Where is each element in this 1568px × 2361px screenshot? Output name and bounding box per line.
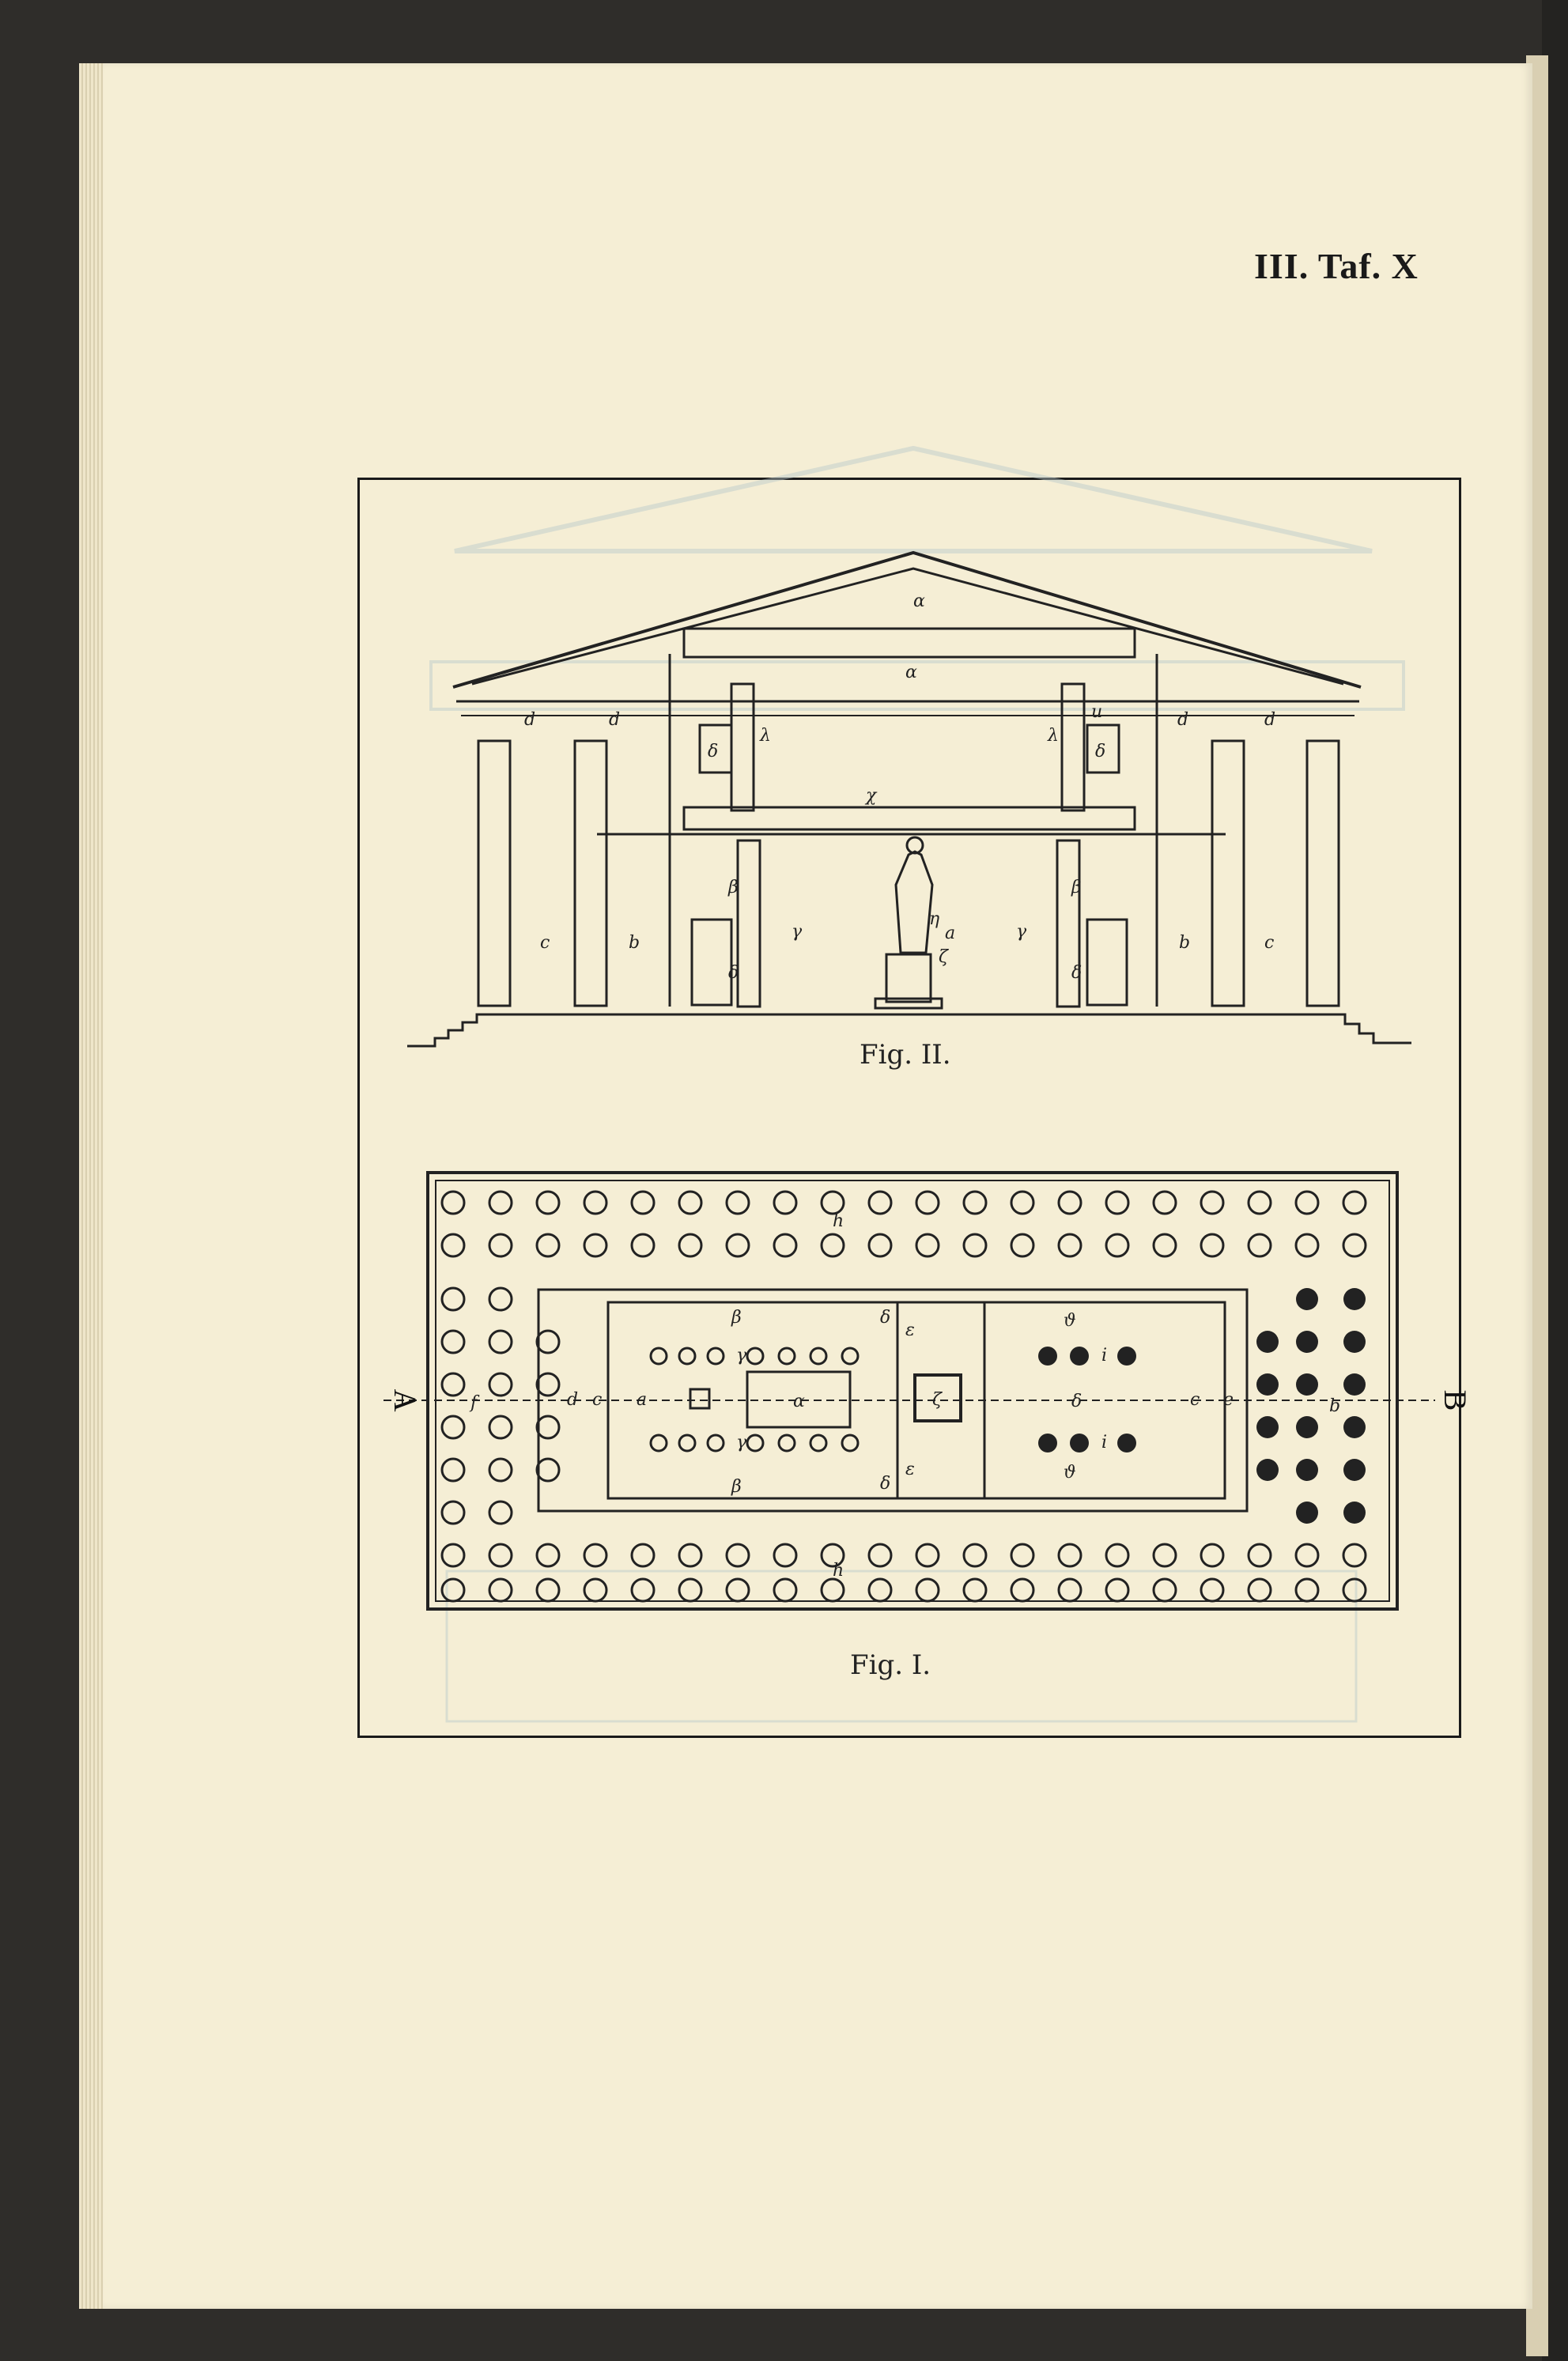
plan-label-theta-bottom: ϑ <box>1064 1463 1076 1483</box>
label-c-left: c <box>540 933 550 953</box>
plan-label-i-bottom: i <box>1101 1433 1108 1452</box>
plan-label-i-top: i <box>1101 1346 1108 1366</box>
plan-label-epsilon-top: ε <box>905 1320 915 1340</box>
plan-label-delta-top: δ <box>880 1308 891 1328</box>
figure-frame <box>357 478 1473 1738</box>
label-alpha-top: α <box>913 591 925 611</box>
label-b-left: b <box>629 933 640 953</box>
plan-label-alpha: α <box>793 1392 805 1411</box>
label-lambda-right: λ <box>1048 726 1059 746</box>
label-beta-right: β <box>1071 878 1082 897</box>
plan-label-d-west: d <box>567 1390 579 1410</box>
bleed-through-ghost <box>431 448 1404 1721</box>
colonnade <box>478 684 1339 1007</box>
label-lambda-left: λ <box>760 726 771 746</box>
label-d-2: d <box>609 710 621 730</box>
label-delta-lower-right: δ <box>1071 963 1082 983</box>
plan-label-h-top: h <box>833 1211 844 1231</box>
label-delta-upper-right: δ <box>1095 742 1106 761</box>
plan-label-c-west: c <box>592 1390 603 1410</box>
fig-i-caption: Fig. I. <box>850 1649 931 1681</box>
label-delta-lower-left: δ <box>728 963 739 983</box>
label-a-cella: a <box>945 924 956 943</box>
label-c-right: c <box>1264 933 1275 953</box>
label-b-right: b <box>1179 933 1191 953</box>
temple-drawing <box>360 480 1473 1736</box>
plan-label-zeta: ζ <box>932 1390 942 1410</box>
label-d-1: d <box>524 710 536 730</box>
section-marker-b: B <box>1438 1389 1473 1411</box>
plan-label-c-east: c <box>1190 1390 1200 1410</box>
label-eta: η <box>929 909 940 929</box>
plan-label-epsilon-bottom: ε <box>905 1460 915 1479</box>
label-beta-left: β <box>728 878 739 897</box>
plan-label-beta-bottom: β <box>731 1477 742 1497</box>
plan-label-delta-bottom: δ <box>880 1474 891 1494</box>
plan-label-h-bottom: h <box>833 1561 844 1581</box>
ground-plan-drawing <box>383 1173 1473 1681</box>
elevation-section-drawing <box>407 553 1411 1071</box>
plan-label-a: a <box>637 1390 648 1410</box>
plan-label-b: b <box>1329 1396 1341 1416</box>
label-gamma-left: γ <box>792 922 803 942</box>
section-marker-a: A <box>387 1388 423 1412</box>
plan-label-theta-top: ϑ <box>1064 1311 1076 1331</box>
label-alpha-upper: α <box>905 663 917 682</box>
plate-header: III. Taf. X <box>1254 246 1419 286</box>
label-gamma-right: γ <box>1016 922 1027 942</box>
fig-ii-caption: Fig. II. <box>860 1039 951 1071</box>
plan-label-gamma-top: γ <box>736 1346 747 1366</box>
label-u: u <box>1091 702 1103 722</box>
label-d-3: d <box>1177 710 1189 730</box>
plan-label-f: f <box>470 1393 478 1413</box>
label-d-4: d <box>1264 710 1276 730</box>
plan-label-e: e <box>1223 1390 1234 1410</box>
plan-label-delta-east: δ <box>1071 1392 1082 1411</box>
label-delta-upper-left: δ <box>708 742 719 761</box>
label-chi: χ <box>866 786 877 806</box>
label-zeta: ζ <box>939 947 948 967</box>
plan-label-gamma-bottom: γ <box>736 1433 747 1452</box>
plan-label-beta-top: β <box>731 1308 742 1328</box>
